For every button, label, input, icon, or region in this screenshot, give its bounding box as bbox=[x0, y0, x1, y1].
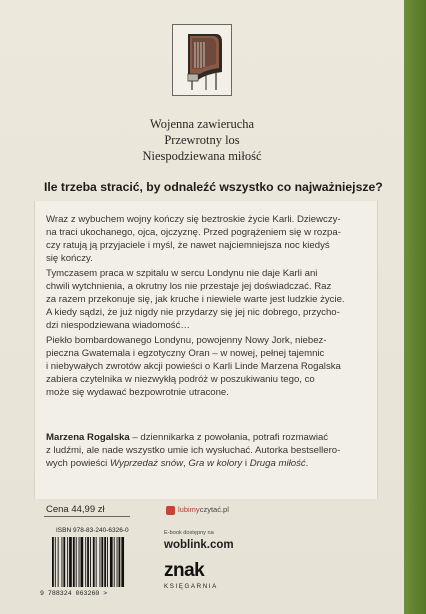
logo-text: lubimy bbox=[178, 505, 200, 514]
price-divider bbox=[44, 516, 130, 517]
text-line: Piekło bombardowanego Londynu, powojenny Nowy Jork, niebez- bbox=[46, 335, 327, 346]
tagline: Przewrotny los bbox=[164, 133, 240, 147]
text-line: i niebywałych zwrotów akcji powieści o Karli Linde Marzena Rogalska bbox=[46, 361, 341, 373]
text-line bbox=[46, 431, 368, 444]
tagline: Niespodziewana miłość bbox=[142, 149, 262, 163]
barcode-block bbox=[40, 527, 148, 602]
grand-piano-icon bbox=[172, 24, 232, 96]
separator: i bbox=[242, 458, 250, 470]
text-line: Tymczasem praca w szpitalu w sercu Londynu nie daje Karli ani bbox=[46, 268, 318, 279]
text-line: dzi niespodziewana wiadomość… bbox=[46, 320, 190, 332]
blurb-paragraph-2 bbox=[46, 267, 368, 332]
barcode-number: 9 788324 063260 > bbox=[40, 590, 108, 597]
text-line: chwili wytchnienia, a okrutny los nie przestaje jej doświadczać. Raz bbox=[46, 281, 332, 293]
isbn-label: ISBN 978-83-240-6326-0 bbox=[56, 527, 129, 534]
blurb-paragraph-1 bbox=[46, 213, 368, 265]
separator: , bbox=[183, 458, 189, 470]
ebook-note: E-book dostępny na bbox=[164, 530, 214, 536]
book-title: Wyprzedaż snów bbox=[109, 458, 184, 470]
bio-text: wych powieści bbox=[46, 458, 110, 470]
price-label: Cena 44,99 zł bbox=[46, 504, 105, 515]
book-icon bbox=[166, 506, 175, 515]
text-line: może się wydawać bezpowrotnie utracone. bbox=[46, 387, 229, 399]
book-spine-edge bbox=[404, 0, 426, 614]
text-line: czy ratują ją przyjaciele i myśl, że nawet najciemniejsza noc kiedyś bbox=[46, 240, 330, 252]
book-title: Gra w kolory bbox=[188, 458, 243, 470]
text-line bbox=[46, 457, 368, 470]
author-bio bbox=[46, 431, 368, 470]
taglines bbox=[0, 116, 404, 164]
logo-text: .pl bbox=[220, 505, 229, 514]
separator: . bbox=[305, 458, 309, 470]
text-line: pieczna Gwatemala i egzotyczny Oran – w nowej, pełnej tajemnic bbox=[46, 348, 325, 360]
lubimy-czytac-logo bbox=[166, 505, 229, 515]
text-line: zabiera czytelnika w niezwykłą podróż w poszukiwaniu tego, co bbox=[46, 374, 315, 386]
text-line: za razem przekonuje się, jak kruche i niewiele warte jest ludzkie życie. bbox=[46, 294, 345, 306]
text-line: na traci ukochanego, ojca, ojczyznę. Przed pogrążeniem się w rozpa- bbox=[46, 227, 341, 239]
publisher-logo: znak bbox=[164, 560, 205, 581]
bio-text: – dziennikarka z powołania, potrafi rozmawiać bbox=[129, 432, 329, 443]
headline-question: Ile trzeba stracić, by odnaleźć wszystko co najważniejsze? bbox=[44, 180, 383, 194]
text-line: Wraz z wybuchem wojny kończy się beztroskie życie Karli. Dziewczy- bbox=[46, 214, 341, 225]
logo-text: czytać bbox=[199, 505, 221, 514]
author-name: Marzena Rogalska bbox=[46, 432, 130, 443]
woblink-logo: woblink.com bbox=[164, 539, 234, 551]
book-title: Druga miłość bbox=[249, 458, 306, 470]
blurb-paragraph-3 bbox=[46, 334, 368, 399]
barcode-icon bbox=[52, 537, 144, 589]
text-line: A kiedy sądzi, że już nigdy nie przydarzy się jej nic dobrego, przycho- bbox=[46, 307, 340, 319]
publisher-sub: KSIĘGARNIA bbox=[164, 583, 218, 590]
text-line: się kończy. bbox=[46, 253, 93, 265]
text-line: z ludźmi, ale nade wszystko umie ich wysłuchać. Autorka bestsellero- bbox=[46, 445, 341, 457]
tagline: Wojenna zawierucha bbox=[149, 117, 255, 131]
